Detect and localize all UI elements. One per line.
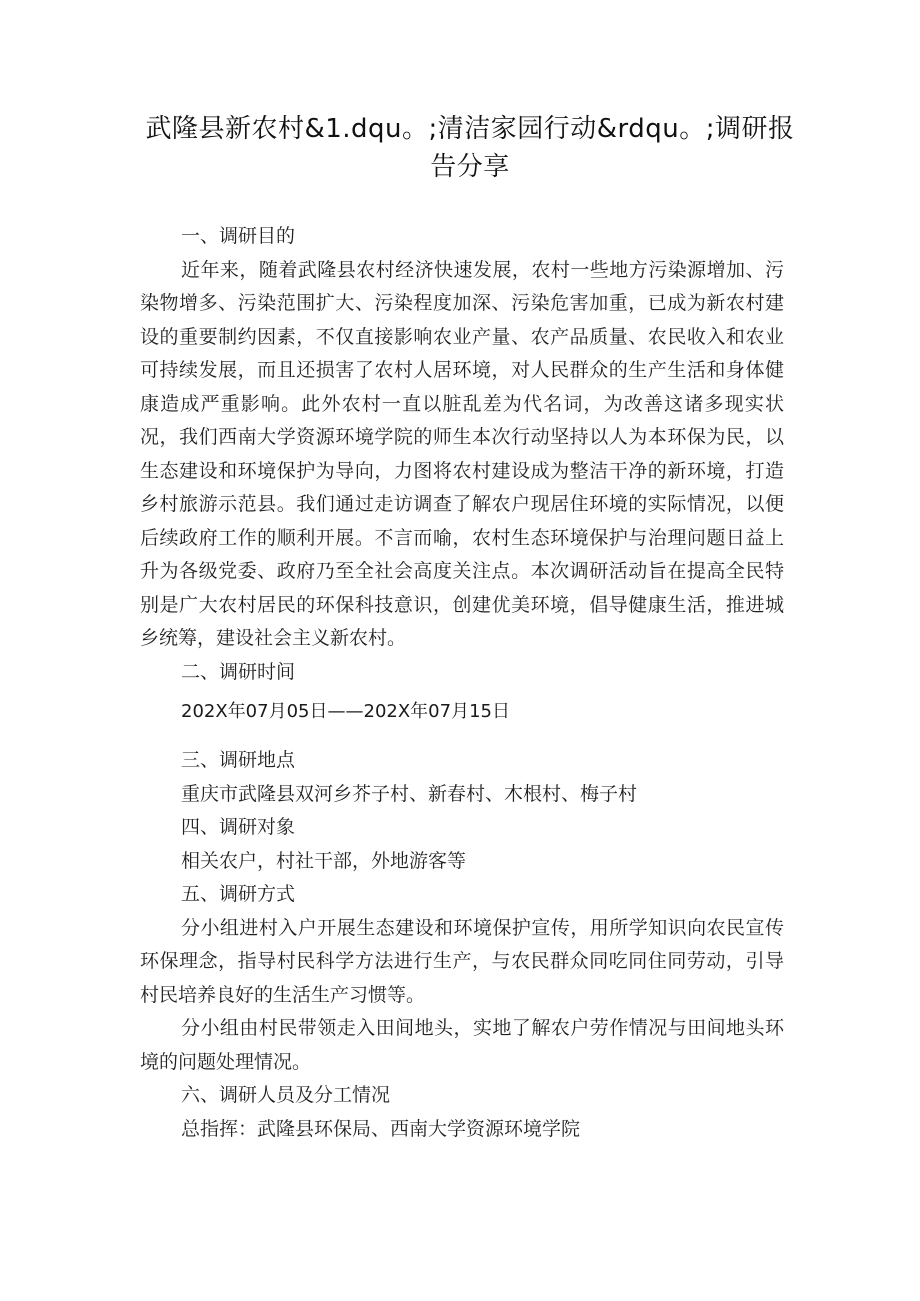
personnel-director-text: 总指挥：武隆县环保局、西南大学资源环境学院 [181,1117,581,1140]
survey-subjects-text: 相关农户，村社干部，外地游客等 [181,849,467,872]
section-heading-method: 五、调研方式 [181,883,296,905]
document-title: 武隆县新农村&1.dqu。;清洁家园行动&rdqu。;调研报告分享 [145,114,795,182]
method-paragraph-2: 分小组由村民带领走入田间地头，实地了解农户劳作情况与田间地头环境的问题处理情况。 [140,1017,784,1073]
survey-date-range: 202X年07月05日——202X年07月15日 [181,701,510,722]
purpose-paragraph: 近年来，随着武隆县农村经济快速发展，农村一些地方污染源增加、污染物增多、污染范围扩大、污染程度加深、污染危害加重，已成为新农村建设的重要制约因素，不仅直接影响农业产量、农产品质量、农民收入和农业可持续发展，而且还损害了农村人居环境，对人民群众的生产生活和身体健康造成严重影响。此外农村一直以脏乱差为代名词，为改善这诸多现实状况，我们西南大学资源环境学院的师生本次行动坚持以人为本环保为民，以生态建设和环境保护为导向，力图将农村建设成为整洁干净的新环境，打造乡村旅游示范县。我们通过走访调查了解农户现居住环境的实际情况，以便后续政府工作的顺利开展。不言而喻，农村生态环境保护与治理问题日益上升为各级党委、政府乃至全社会高度关注点。本次调研活动旨在提高全民特别是广大农村居民的环保科技意识，创建优美环境，倡导健康生活，推进城乡统筹，建设社会主义新农村。 [140,258,784,649]
section-heading-purpose: 一、调研目的 [181,225,296,247]
section-heading-location: 三、调研地点 [181,749,296,771]
section-heading-subjects: 四、调研对象 [181,816,296,838]
section-1 [140,220,784,689]
section-heading-personnel: 六、调研人员及分工情况 [181,1084,391,1106]
method-paragraph-1: 分小组进村入户开展生态建设和环境保护宣传，用所学知识向农民宣传环保理念，指导村民科学方法进行生产，与农民群众同吃同住同劳动，引导村民培养良好的生活生产习惯等。 [140,916,784,1006]
section-3-to-6 [140,744,784,1146]
section-heading-time: 二、调研时间 [181,660,296,683]
survey-location-text: 重庆市武隆县双河乡芥子村、新春村、木根村、梅子村 [181,782,638,805]
